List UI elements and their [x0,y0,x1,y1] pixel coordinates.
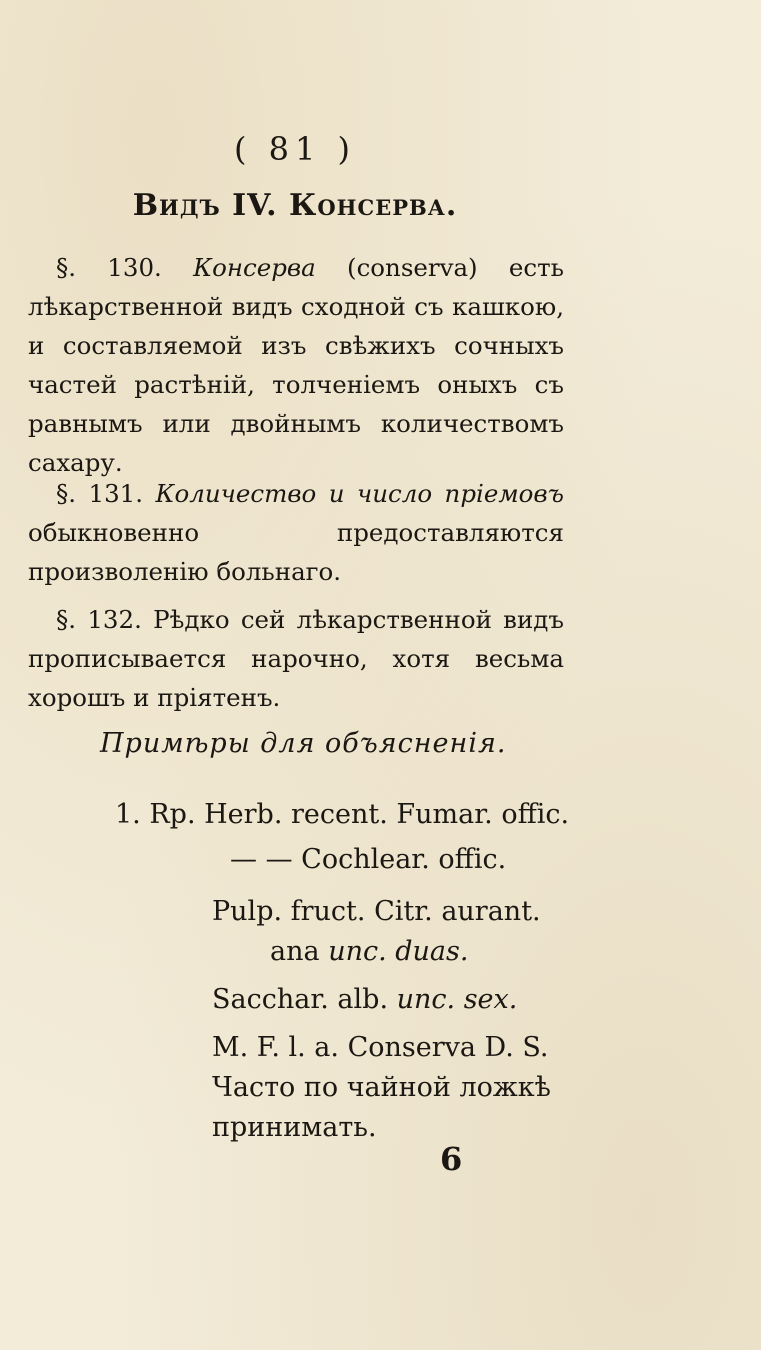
signature-mark: 6 [440,1140,463,1178]
recipe-line-4-dose: unc. duas. [328,936,469,967]
recipe-line-4-ana: ana [270,936,320,967]
recipe-line-3: Pulp. fruct. Citr. aurant. [212,896,541,927]
recipe-line-4 [270,932,468,972]
paragraph-130-text: (conserva) есть лѣкарственной видъ сходной съ кашкою, и составляемой изъ свѣжихъ сочныхъ частей растѣній, толченіемъ оныхъ съ равнымъ или двойнымъ количествомъ сахару. [28,253,564,477]
paragraph-130 [28,248,564,482]
paragraph-131-text: обыкновенно предоставляются произволенію больнаго. [28,518,564,586]
paragraph-130-number: §. 130. [56,253,162,282]
recipe-line-5 [212,980,517,1020]
recipe-line-7: Часто по чайной ложкѣ [212,1072,551,1103]
paragraph-132-text: Рѣдко сей лѣкарственной видъ прописывается нарочно, хотя весьма хорошъ и пріятенъ. [28,605,564,712]
recipe-line-8: принимать. [212,1112,377,1143]
recipe-line-6: M. F. l. a. Conserva D. S. [212,1032,549,1063]
examples-title: Примѣры для объясненія. [100,728,507,759]
section-heading: Видъ IV. Консерва. [132,188,458,223]
recipe-line-5-ingredient: Sacchar. alb. [212,984,389,1015]
paragraph-131-number: §. 131. [56,479,144,508]
paragraph-130-term: Консерва [193,253,316,282]
paragraph-132 [28,600,564,717]
recipe-line-5-dose: unc. sex. [396,984,518,1015]
recipe-line-2: — — Cochlear. offic. [230,844,507,875]
paragraph-131 [28,474,564,591]
paragraph-131-term: Количество и число пріемовъ [155,479,564,508]
paragraph-132-number: §. 132. [56,605,142,634]
recipe-line-1: 1. Rp. Herb. recent. Fumar. offic. [115,799,570,830]
page-number: ( 81 ) [233,130,357,168]
